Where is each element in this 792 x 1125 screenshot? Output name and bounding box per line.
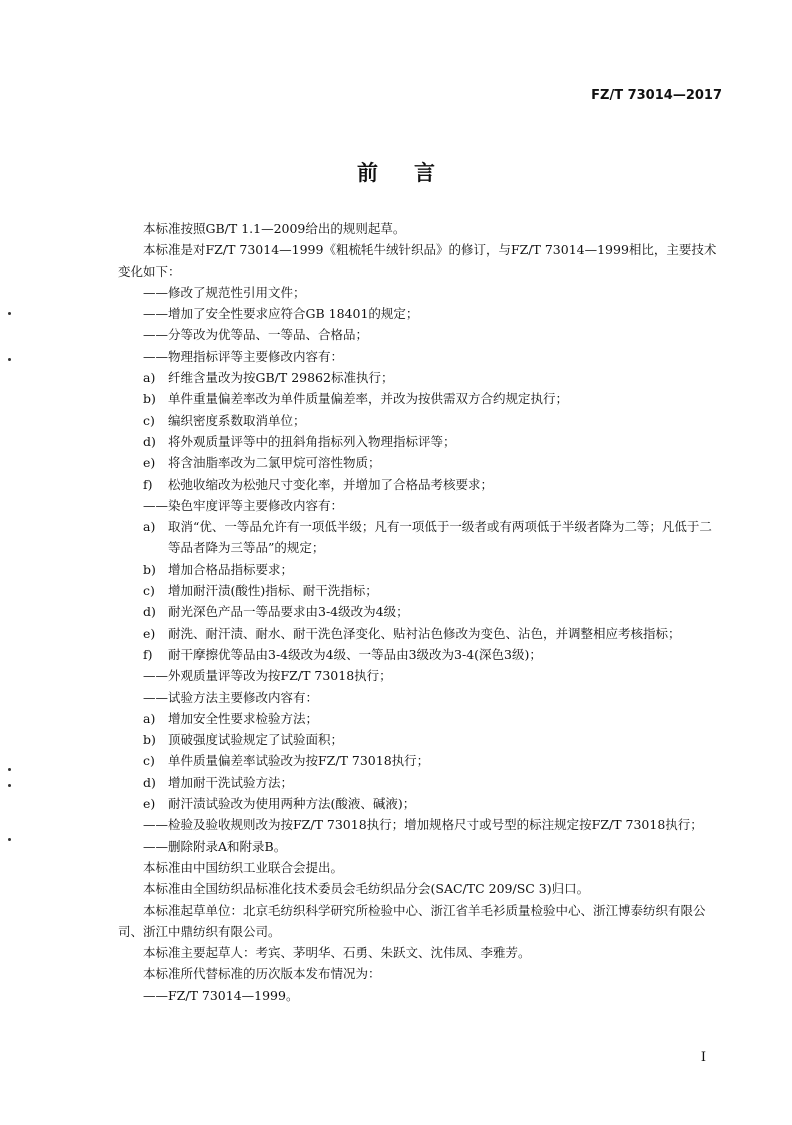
change-item-test-methods: ——试验方法主要修改内容有：	[143, 689, 319, 705]
sub-item: d) 将外观质量评等中的扭斜角指标列入物理指标评等；	[143, 433, 456, 449]
sub-item: b) 单件重量偏差率改为单件质量偏差率，并改为按供需双方合约规定执行；	[143, 391, 569, 407]
paragraph-committee: 本标准由全国纺织品标准化技术委员会毛纺织品分会(SAC/TC 209/SC 3)归口。	[143, 881, 590, 897]
sub-item: e) 将含油脂率改为二氯甲烷可溶性物质；	[143, 455, 381, 471]
foreword-body	[118, 218, 720, 1006]
sub-item: d) 增加耐干洗试验方法；	[143, 774, 294, 790]
paragraph-revision-intro: 本标准是对FZ/T 73014—1999《粗梳牦牛绒针织品》的修订，与FZ/T 73014—1999相比，主要技术变化如下：	[118, 242, 717, 279]
change-item-safety: ——增加了安全性要求应符合GB 18401的规定；	[143, 306, 419, 322]
sub-item: b) 顶破强度试验规定了试验面积；	[143, 732, 344, 748]
paragraph-drafting-units: 本标准起草单位：北京毛纺织科学研究所检验中心、浙江省羊毛衫质量检验中心、浙江博泰纺织有限公司、浙江中鼎纺织有限公司。	[118, 902, 706, 939]
change-item-physical: ——物理指标评等主要修改内容有：	[143, 348, 344, 364]
scan-mark	[8, 358, 11, 361]
change-item-colorfastness: ——染色牢度评等主要修改内容有：	[143, 497, 344, 513]
sub-item: e) 耐汗渍试验改为使用两种方法(酸液、碱液)；	[143, 796, 416, 812]
sub-item: d) 耐光深色产品一等品要求由3-4级改为4级；	[143, 604, 409, 620]
paragraph-proposer: 本标准由中国纺织工业联合会提出。	[143, 859, 344, 875]
change-item-grading: ——分等改为优等品、一等品、合格品；	[143, 327, 369, 343]
page-title	[0, 157, 792, 187]
paragraph-history: 本标准所代替标准的历次版本发布情况为：	[143, 966, 381, 982]
scan-mark	[8, 768, 11, 771]
scan-mark	[8, 784, 11, 787]
sub-item: b) 增加合格品指标要求；	[143, 561, 294, 577]
sub-item: c) 编织密度系数取消单位；	[143, 412, 306, 428]
sub-item: e) 耐洗、耐汗渍、耐水、耐干洗色泽变化、贴衬沾色修改为变色、沾色，并调整相应考核指标；	[143, 625, 681, 641]
sub-item: c) 单件质量偏差率试验改为按FZ/T 73018执行；	[143, 753, 430, 769]
paragraph-drafting-rule: 本标准按照GB/T 1.1—2009给出的规则起草。	[143, 221, 406, 236]
history-item: ——FZ/T 73014—1999。	[143, 987, 299, 1003]
change-item-inspection-rules: ——检验及验收规则改为按FZ/T 73018执行；增加规格尺寸或号型的标注规定按FZ/T 73018执行；	[143, 817, 703, 833]
sub-item: c) 增加耐汗渍(酸性)指标、耐干洗指标；	[143, 583, 378, 599]
title-char-1: 前	[357, 160, 378, 185]
scan-mark	[8, 838, 11, 841]
scan-mark	[8, 312, 11, 315]
title-char-2: 言	[414, 160, 435, 185]
sub-item: a) 增加安全性要求检验方法；	[143, 710, 319, 726]
sub-item: a) 纤维含量改为按GB/T 29862标准执行；	[143, 370, 394, 386]
sub-item: f) 松弛收缩改为松弛尺寸变化率，并增加了合格品考核要求；	[143, 476, 494, 492]
change-item-annex-removal: ——删除附录A和附录B。	[143, 838, 287, 854]
page-number: I	[700, 1050, 706, 1065]
sub-item: a) 取消“优、一等品允许有一项低半级；凡有一项低于一级者或有两项低于半级者降为二等；凡低于二等品者降为三等品”的规定；	[143, 519, 712, 556]
paragraph-drafters: 本标准主要起草人：考宾、茅明华、石勇、朱跃文、沈伟凤、李雅芳。	[143, 945, 531, 961]
change-item-references: ——修改了规范性引用文件；	[143, 284, 306, 300]
sub-item: f) 耐干摩擦优等品由3-4级改为4级、一等品由3级改为3-4(深色3级)；	[143, 646, 542, 662]
change-item-appearance: ——外观质量评等改为按FZ/T 73018执行；	[143, 668, 392, 684]
standard-number: FZ/T 73014—2017	[591, 88, 722, 103]
